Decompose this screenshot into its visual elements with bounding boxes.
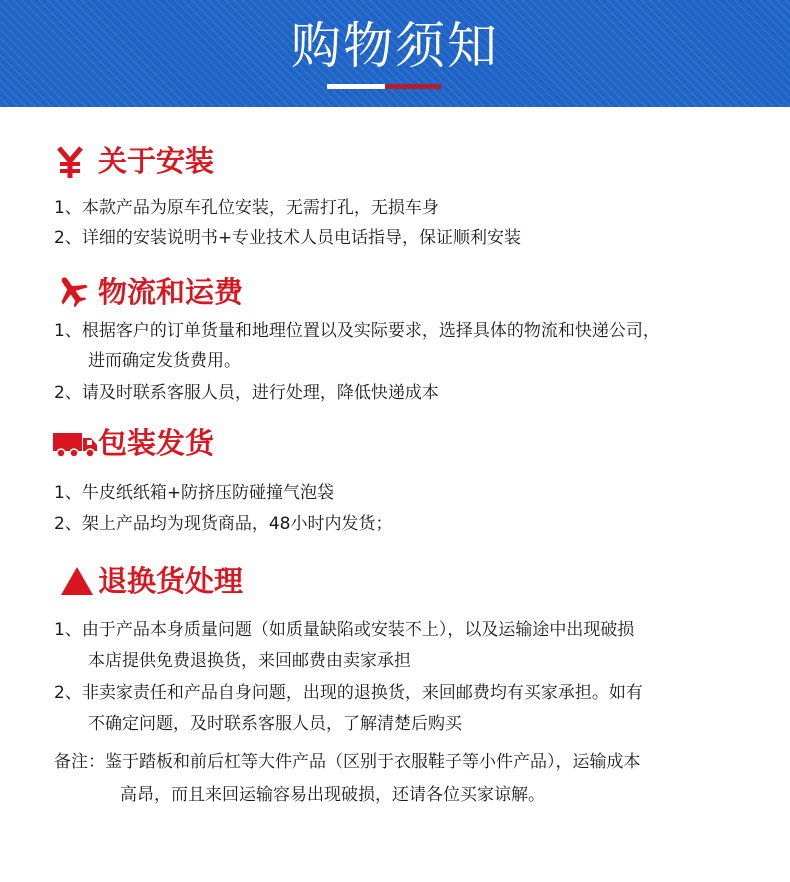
truck-icon <box>52 431 98 459</box>
warning-triangle-icon <box>60 566 94 596</box>
logistics-line-2: 进而确定发货费用。 <box>88 351 241 371</box>
logistics-line-1: 1、根据客户的订单货量和地理位置以及实际要求，选择具体的物流和快递公司， <box>54 321 660 341</box>
packaging-line-1: 1、牛皮纸纸箱+防挤压防碰撞气泡袋 <box>54 483 335 503</box>
yen-icon <box>54 145 86 179</box>
header-banner <box>0 0 790 107</box>
airplane-icon <box>54 273 90 309</box>
note-line-2: 高昂，而且来回运输容易出现破损，还请各位买家谅解。 <box>120 785 545 805</box>
packaging-line-2: 2、架上产品均为现货商品，48小时内发货； <box>54 514 393 534</box>
install-line-1: 1、本款产品为原车孔位安装，无需打孔，无损车身 <box>54 198 439 218</box>
section-title-install: 关于安装 <box>98 144 215 178</box>
title-underline-red <box>385 84 441 89</box>
returns-line-1: 1、由于产品本身质量问题（如质量缺陷或安装不上），以及运输途中出现破损 <box>54 620 635 640</box>
logistics-line-3: 2、请及时联系客服人员，进行处理，降低快递成本 <box>54 383 439 403</box>
install-line-2: 2、详细的安装说明书+专业技术人员电话指导，保证顺利安装 <box>54 228 522 248</box>
title-underline-white <box>327 84 385 89</box>
section-title-returns: 退换货处理 <box>98 564 244 598</box>
section-title-logistics: 物流和运费 <box>98 275 244 309</box>
section-title-packaging: 包装发货 <box>98 426 215 460</box>
returns-line-2: 本店提供免费退换货，来回邮费由卖家承担 <box>88 651 411 671</box>
returns-line-4: 不确定问题，及时联系客服人员，了解清楚后购买 <box>88 714 462 734</box>
note-line-1: 备注：鉴于踏板和前后杠等大件产品（区别于衣服鞋子等小件产品），运输成本 <box>54 752 641 772</box>
page-title: 购物须知 <box>291 17 499 75</box>
returns-line-3: 2、非卖家责任和产品自身问题，出现的退换货，来回邮费均有买家承担。如有 <box>54 683 643 703</box>
